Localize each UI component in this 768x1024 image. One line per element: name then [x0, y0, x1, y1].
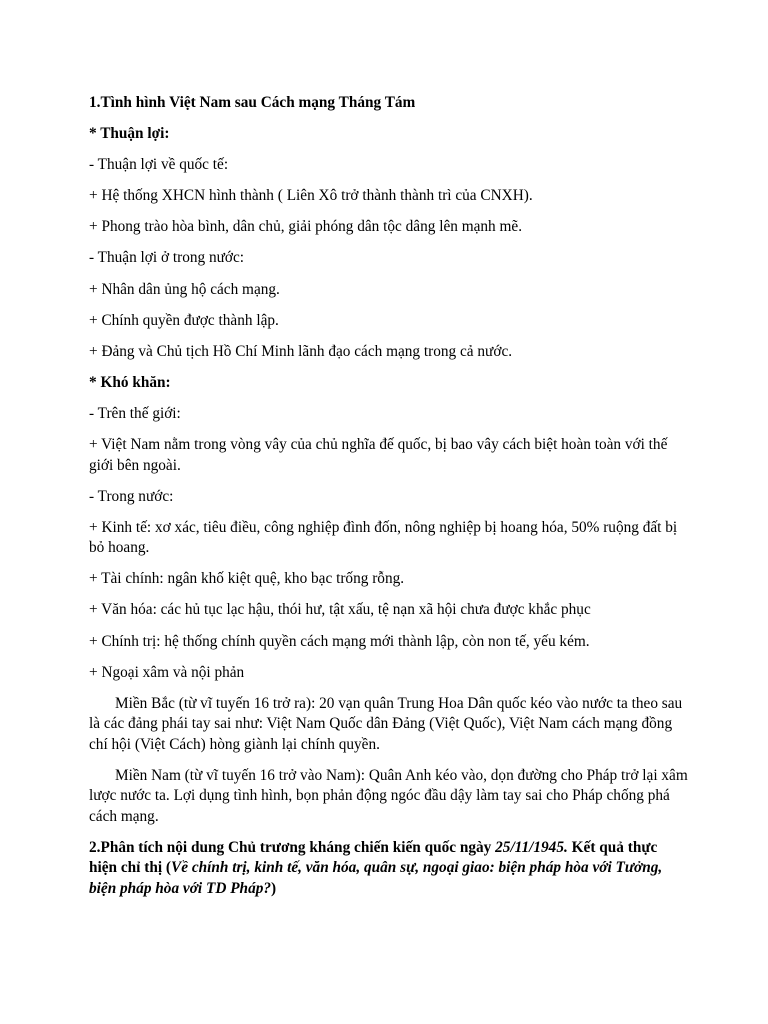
section2-title [89, 838, 689, 900]
section2-title-part3: ) [271, 879, 277, 897]
adv-domestic-item: + Chính quyền được thành lập. [89, 311, 279, 329]
adv-domestic-label: - Thuận lợi ở trong nước: [89, 249, 245, 267]
section2-title-date: 25/11/1945. [495, 838, 568, 856]
adv-domestic-item: + Nhân dân ủng hộ cách mạng. [89, 280, 280, 298]
diff-domestic-item: + Tài chính: ngân khố kiệt quệ, kho bạc trống rỗng. [89, 570, 405, 588]
document-body [89, 93, 689, 910]
diff-world-item: + Việt Nam nằm trong vòng vây của chủ nghĩa đế quốc, bị bao vây cách biệt hoàn toàn với thế giới bên ngoài. [89, 436, 668, 474]
adv-international-item: + Phong trào hòa bình, dân chủ, giải phóng dân tộc dâng lên mạnh mẽ. [89, 218, 523, 236]
north-paragraph: Miền Bắc (từ vĩ tuyến 16 trở ra): 20 vạn quân Trung Hoa Dân quốc kéo vào nước ta theo sau là các đảng phái tay sai như: Việt Nam Quốc dân Đảng (Việt Quốc), Việt Nam cách mạng đồng chí hội (Việt Cách) hòng giành lại chính quyền. [89, 694, 683, 753]
south-paragraph: Miền Nam (từ vĩ tuyến 16 trở vào Nam): Quân Anh kéo vào, dọn đường cho Pháp trở lại xâm lược nước ta. Lợi dụng tình hình, bọn phản động ngóc đầu dậy làm tay sai cho Pháp chống phá cách mạng. [89, 766, 688, 825]
diff-domestic-label: - Trong nước: [89, 487, 174, 505]
section2-title-part1: 2.Phân tích nội dung Chủ trương kháng chiến kiến quốc ngày [89, 838, 496, 856]
diff-domestic-item: + Văn hóa: các hủ tục lạc hậu, thói hư, tật xấu, tệ nạn xã hội chưa được khắc phục [89, 601, 591, 619]
section2-title-italic: Về chính trị, kinh tế, văn hóa, quân sự, ngoại giao: biện pháp hòa với Tưởng, biện pháp hòa với TD Pháp? [89, 859, 663, 897]
adv-international-item: + Hệ thống XHCN hình thành ( Liên Xô trở thành thành trì của CNXH). [89, 187, 533, 205]
section1-title: 1.Tình hình Việt Nam sau Cách mạng Tháng Tám [89, 94, 416, 111]
advantages-heading: * Thuận lợi: [89, 125, 170, 143]
diff-domestic-item: + Ngoại xâm và nội phản [89, 663, 245, 681]
diff-domestic-item: + Kinh tế: xơ xác, tiêu điều, công nghiệp đình đốn, nông nghiệp bị hoang hóa, 50% ruộng đất bị bỏ hoang. [89, 518, 678, 557]
difficulties-heading: * Khó khăn: [89, 373, 171, 391]
adv-international-label: - Thuận lợi về quốc tế: [89, 156, 229, 174]
adv-domestic-item: + Đảng và Chủ tịch Hồ Chí Minh lãnh đạo cách mạng trong cả nước. [89, 342, 513, 360]
section2-title-part2: Kết quả thực hiện chỉ thị ( [89, 838, 658, 877]
diff-world-label: - Trên thế giới: [89, 404, 181, 422]
diff-domestic-item: + Chính trị: hệ thống chính quyền cách mạng mới thành lập, còn non tế, yếu kém. [89, 632, 590, 650]
